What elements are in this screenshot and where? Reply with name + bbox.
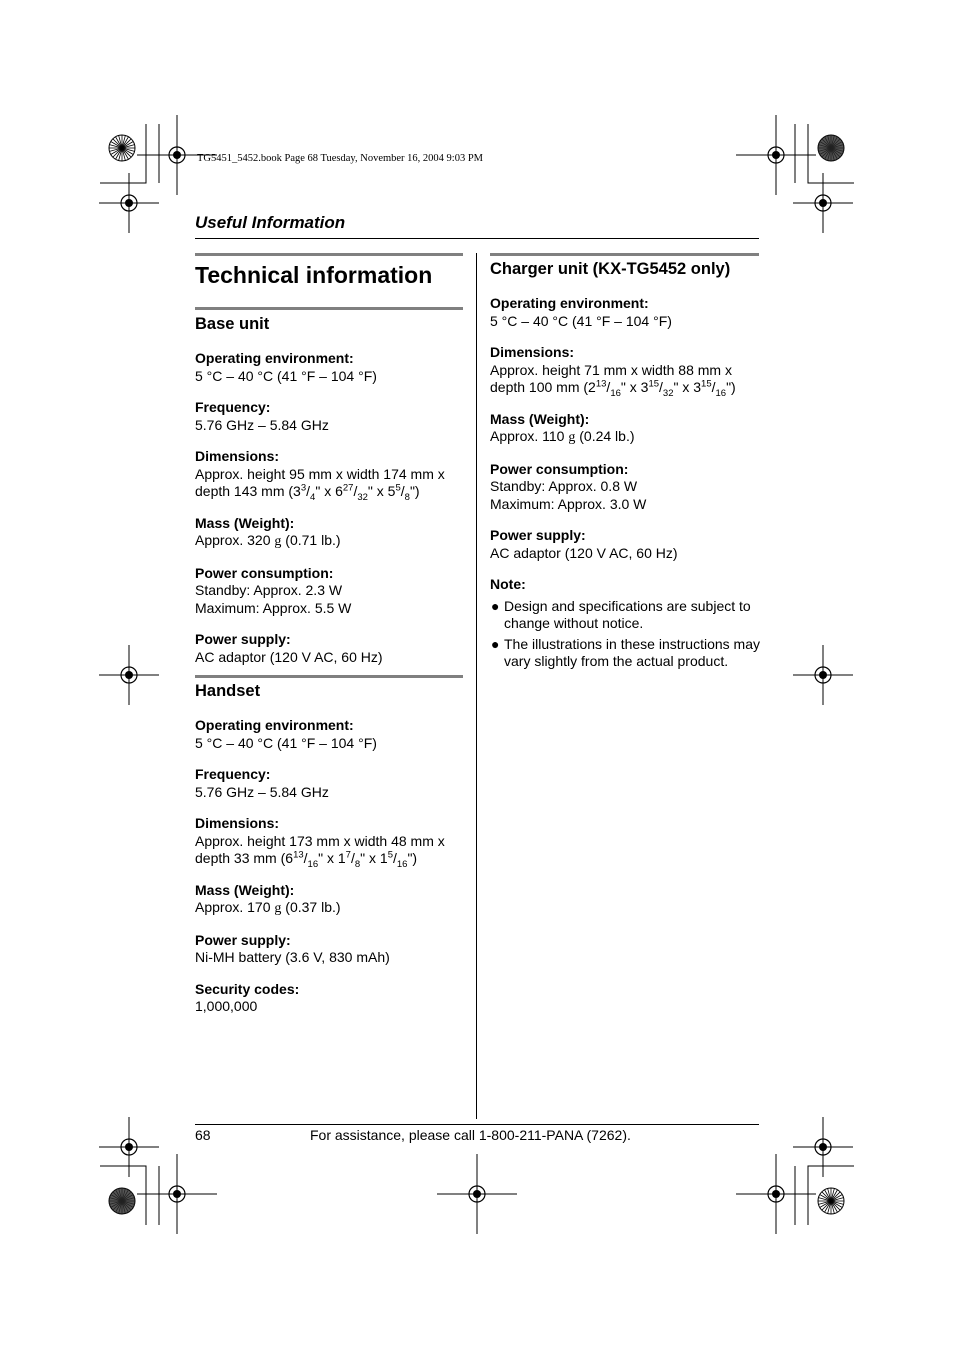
spec-power-supply — [195, 932, 470, 967]
book-slug: TG5451_5452.book Page 68 Tuesday, November 16, 2004 9:03 PM — [197, 153, 484, 164]
column-divider — [476, 253, 477, 1119]
spec-label: Frequency: — [195, 766, 271, 782]
dimensions-line-2: depth 143 mm ($3^3/_4$" x $6^{27}/_{32}$" x $5^5/_8$") — [195, 482, 420, 503]
page-title: Technical information — [195, 262, 433, 288]
spec-value: 5 °C – 40 °C (41 °F – 104 °F) — [195, 734, 377, 751]
spec-power-consumption — [490, 461, 762, 514]
crosshair-mark-icon — [736, 115, 816, 195]
charger-heading: Charger unit (KX-TG5452 only) — [490, 260, 731, 278]
spec-label: Operating environment: — [490, 295, 649, 311]
dimensions-line-2: depth 100 mm ($2^{13}/_{16}$" x $3^{15}/_{32}$" x $3^{15}/_{16}$") — [490, 378, 736, 399]
spec-label: Dimensions: — [195, 815, 280, 831]
charger-bar — [490, 253, 759, 256]
crosshair-mark-icon — [99, 645, 159, 705]
note-label: Note: — [490, 576, 526, 592]
crosshair-mark-icon — [137, 1154, 217, 1234]
spec-value: 5 °C – 40 °C (41 °F – 104 °F) — [195, 367, 377, 384]
spec-value: Approx. 170 g (0.37 lb.) — [195, 899, 341, 916]
dimensions-line-1: Approx. height 173 mm x width 48 mm x — [195, 832, 445, 849]
crosshair-mark-icon — [793, 645, 853, 705]
spec-value — [195, 466, 470, 501]
base-unit-specs — [195, 350, 470, 680]
spec-value: AC adaptor (120 V AC, 60 Hz) — [195, 648, 383, 665]
crosshair-mark-icon — [793, 173, 853, 233]
spec-value — [490, 362, 762, 397]
color-target-icon — [818, 1188, 844, 1214]
spec-label: Frequency: — [195, 399, 271, 415]
crosshair-mark-icon — [99, 173, 159, 233]
handset-bar — [195, 675, 463, 678]
spec-mass — [490, 411, 762, 447]
base-unit-heading: Base unit — [195, 315, 270, 333]
note-item: ● Design and specifications are subject to change without notice. — [491, 597, 751, 631]
spec-operating-environment — [195, 350, 470, 385]
note-block — [490, 576, 762, 671]
color-target-icon — [818, 135, 844, 161]
base-unit-bar — [195, 307, 463, 310]
bullet-icon: ● — [491, 635, 500, 652]
note-list — [490, 598, 762, 671]
spec-operating-environment — [490, 295, 762, 330]
title-bar — [195, 253, 463, 256]
spec-label: Dimensions: — [195, 448, 280, 464]
spec-label: Mass (Weight): — [195, 514, 295, 531]
spec-label: Power consumption: — [195, 564, 334, 581]
spec-power-supply — [490, 527, 762, 562]
footer-rule — [195, 1124, 759, 1125]
spec-value: Standby: Approx. 2.3 W Maximum: Approx. 5.5 W — [195, 582, 352, 616]
spec-operating-environment — [195, 717, 470, 752]
charger-specs — [490, 295, 762, 685]
spec-value: Standby: Approx. 0.8 W Maximum: Approx. 3.0 W — [490, 478, 647, 512]
spec-dimensions — [195, 815, 470, 868]
crosshair-mark-icon — [736, 1154, 816, 1234]
spec-label: Power consumption: — [490, 460, 629, 477]
crosshair-mark-icon — [437, 1154, 517, 1234]
spec-value: AC adaptor (120 V AC, 60 Hz) — [490, 544, 678, 561]
handset-specs — [195, 717, 470, 1030]
page-number: 68 — [195, 1127, 211, 1143]
section-header: Useful Information — [195, 213, 346, 232]
crosshair-mark-icon — [99, 1117, 159, 1177]
spec-value: 1,000,000 — [195, 998, 258, 1014]
spec-value: Approx. 110 g (0.24 lb.) — [490, 428, 635, 445]
spec-label: Security codes: — [195, 980, 300, 997]
spec-value: 5.76 GHz – 5.84 GHz — [195, 783, 329, 800]
spec-dimensions — [490, 344, 762, 397]
spec-label: Power supply: — [195, 931, 291, 948]
crosshair-mark-icon — [793, 1117, 853, 1177]
spec-label: Operating environment: — [195, 717, 354, 733]
note-item: ● The illustrations in these instructions may vary slightly from the actual product. — [491, 635, 760, 669]
dimensions-line-1: Approx. height 71 mm x width 88 mm x — [490, 361, 732, 378]
spec-value — [195, 833, 470, 868]
spec-value: 5.76 GHz – 5.84 GHz — [195, 416, 329, 433]
header-rule — [195, 238, 759, 239]
dimensions-line-1: Approx. height 95 mm x width 174 mm x — [195, 465, 445, 482]
dimensions-line-2: depth 33 mm ($6^{13}/_{16}$" x $1^7/_8$" x $1^5/_{16}$") — [195, 849, 418, 870]
spec-value: 5 °C – 40 °C (41 °F – 104 °F) — [490, 312, 672, 329]
spec-label: Operating environment: — [195, 350, 354, 366]
spec-frequency — [195, 766, 470, 801]
spec-power-consumption — [195, 565, 470, 618]
color-target-icon — [109, 135, 135, 161]
spec-label: Power supply: — [490, 527, 586, 543]
assistance-text: For assistance, please call 1-800-211-PANA (7262). — [310, 1127, 631, 1143]
spec-label: Mass (Weight): — [490, 410, 590, 427]
handset-heading: Handset — [195, 682, 261, 700]
spec-mass — [195, 515, 470, 551]
color-target-icon — [109, 1188, 135, 1214]
spec-dimensions — [195, 448, 470, 501]
spec-value: Approx. 320 g (0.71 lb.) — [195, 532, 341, 549]
spec-power-supply — [195, 631, 470, 666]
spec-label: Mass (Weight): — [195, 881, 295, 898]
spec-mass — [195, 882, 470, 918]
spec-security-codes — [195, 981, 470, 1016]
spec-value: Ni-MH battery (3.6 V, 830 mAh) — [195, 949, 390, 965]
bullet-icon: ● — [491, 597, 500, 614]
spec-label: Dimensions: — [490, 344, 575, 360]
spec-frequency — [195, 399, 470, 434]
spec-label: Power supply: — [195, 631, 291, 647]
